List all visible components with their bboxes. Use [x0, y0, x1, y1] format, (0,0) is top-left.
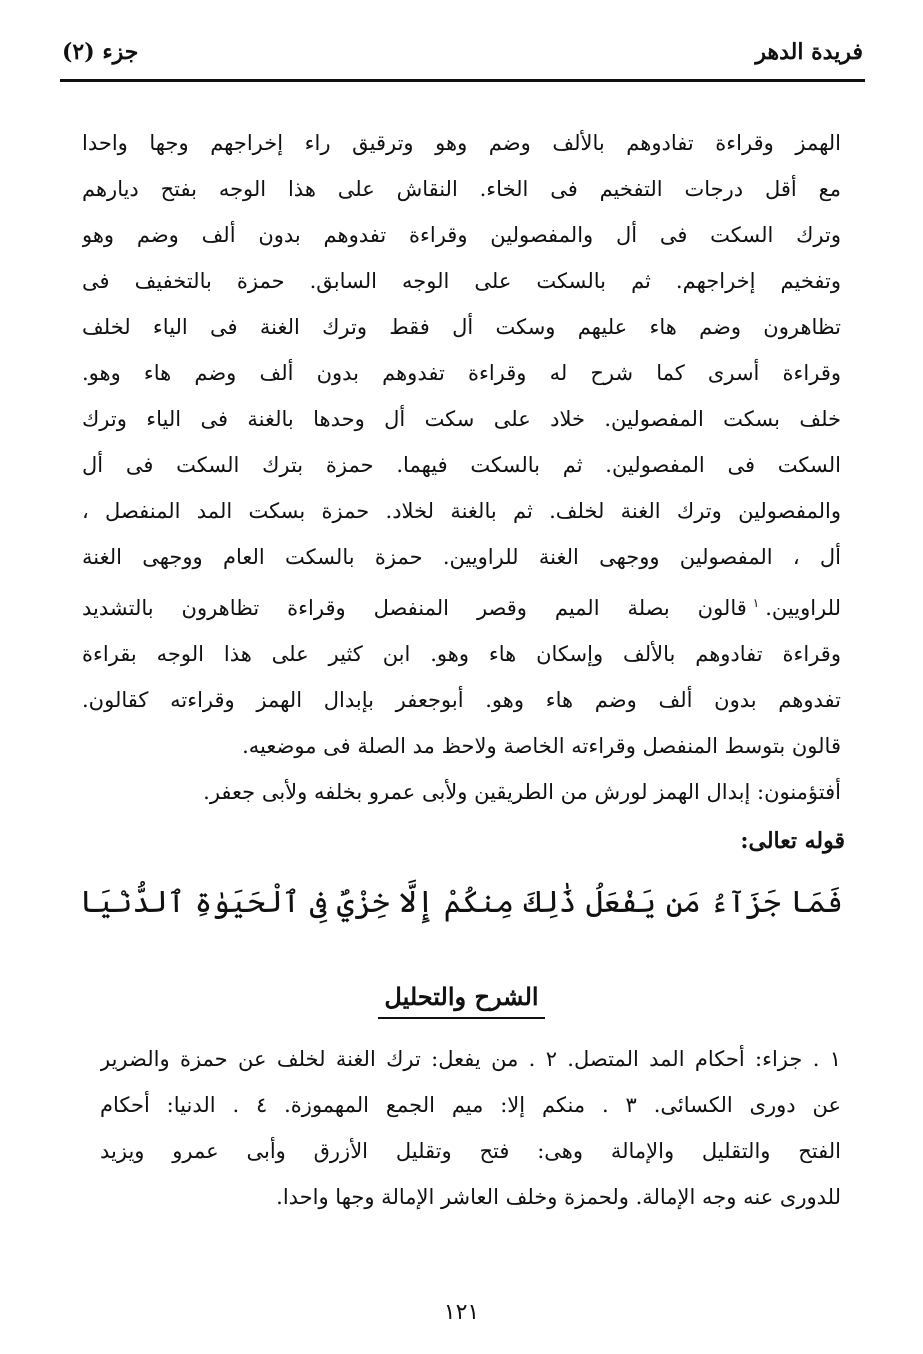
- analysis-line: للدورى عنه وجه الإمالة. ولحمزة وخلف العاشر الإمالة وجها واحدا.: [276, 1185, 841, 1209]
- part-label: جزء (٢): [62, 39, 139, 65]
- section-heading-text: الشرح والتحليل: [378, 982, 544, 1019]
- analysis-line: ١ . جزاء: أحكام المد المتصل. ٢ . من يفعل: ترك الغنة لخلف عن حمزة والضرير: [100, 1047, 841, 1071]
- text-line: والمفصولين وترك الغنة لخلف. ثم بالغنة لخلاد. حمزة بسكت المد المنفصل ،: [82, 499, 841, 523]
- line-segment: قالون بصلة الميم وقصر المنفصل وقراءة تظاهرون بالتشديد: [82, 596, 747, 620]
- analysis-line: الفتح والتقليل والإمالة وهى: فتح وتقليل الأزرق وأبى عمرو ويزيد: [100, 1139, 841, 1163]
- main-text-block: [82, 120, 841, 815]
- text-line: أل ، المفصولين ووجهى الغنة للراويين. حمزة بالسكت العام ووجهى الغنة: [82, 545, 841, 569]
- text-line: وقراءة تفادوهم بالألف وإسكان هاء وهو. ابن كثير على هذا الوجه بقراءة: [82, 642, 841, 666]
- text-line: وترك السكت فى أل والمفصولين وقراءة تفدوهم بدون ألف وضم وهو: [82, 223, 841, 247]
- analysis-line: عن دورى الكسائى. ٣ . منكم إلا: ميم الجمع المهموزة. ٤ . الدنيا: أحكام: [100, 1093, 841, 1117]
- footnote-marker: ١: [752, 596, 760, 610]
- text-line: تفدوهم بدون ألف وضم هاء وهو. أبوجعفر بإبدال الهمز وقراءته كقالون.: [82, 688, 841, 712]
- text-line: الهمز وقراءة تفادوهم بالألف وضم وهو وترقيق راء إخراجهم وجها واحدا: [82, 131, 841, 155]
- section-heading: [0, 982, 923, 1019]
- text-line: مع أقل درجات التفخيم فى الخاء. النقاش على هذا الوجه بفتح ديارهم: [82, 177, 841, 201]
- text-line: السكت فى المفصولين. ثم بالسكت فيهما. حمزة بترك السكت فى أل: [82, 453, 841, 477]
- analysis-block: [100, 1036, 841, 1220]
- book-title: فريدة الدهر: [755, 39, 863, 65]
- text-line: خلف بسكت المفصولين. خلاد على سكت أل وحدها بالغنة فى الياء وترك: [82, 407, 841, 431]
- quran-verse: فَمَا جَزَآءُ مَن يَفْعَلُ ذَٰلِكَ مِنكُمْ إِلَّا خِزْيٌ فِى ٱلْحَيَوٰةِ ٱلدُّنْيَا: [79, 885, 843, 920]
- page-number: ١٢١: [443, 1300, 480, 1325]
- text-line: قالون بتوسط المنفصل وقراءته الخاصة ولاحظ مد الصلة فى موضعيه.: [242, 734, 841, 758]
- line-segment: للراويين.: [765, 596, 841, 620]
- text-line: وقراءة أسرى كما شرح له وقراءة تفدوهم بدون ألف وضم هاء وهو.: [82, 361, 841, 385]
- running-header: [62, 28, 863, 76]
- verse-intro-heading: قوله تعالى:: [740, 828, 845, 854]
- text-line: وتفخيم إخراجهم. ثم بالسكت على الوجه السابق. حمزة بالتخفيف فى: [82, 269, 841, 293]
- text-line-with-footnote: [82, 580, 841, 631]
- header-divider: [60, 79, 865, 82]
- text-line: تظاهرون وضم هاء عليهم وسكت أل فقط وترك الغنة فى الياء لخلف: [82, 315, 841, 339]
- text-line: أفتؤمنون: إبدال الهمز لورش من الطريقين ولأبى عمرو بخلفه ولأبى جعفر.: [203, 780, 841, 804]
